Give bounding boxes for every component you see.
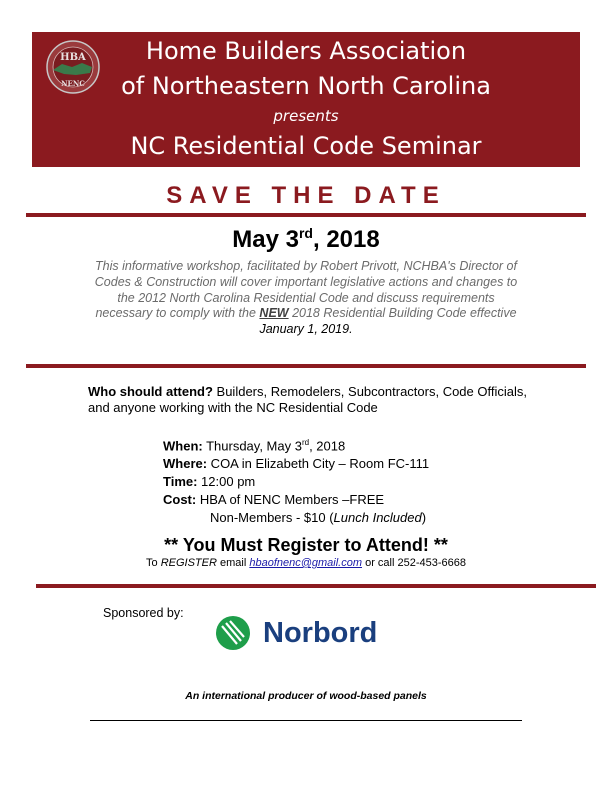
where-value: COA in Elizabeth City – Room FC-111 (207, 456, 430, 472)
where-label: Where: (163, 456, 208, 472)
date-suffix: rd (298, 225, 313, 241)
cost-close: ) (421, 510, 427, 526)
cost-lunch: Lunch Included (333, 510, 422, 526)
when-sup: rd (301, 438, 310, 447)
audience-text: Builders, Remodelers, Subcontractors, Code Officials, and anyone working with the NC Residential Code (88, 384, 527, 415)
register-email-label: email (216, 557, 250, 569)
register-line (0, 557, 612, 569)
time-value: 12:00 pm (197, 474, 256, 490)
sponsor-tagline: An international producer of wood-based panels (185, 690, 427, 702)
detail-cost-nonmembers (163, 509, 429, 527)
cost-nonmembers: Non-Members - $10 ( (210, 510, 334, 526)
audience-section (88, 384, 528, 416)
header-line-1: Home Builders Association (145, 37, 467, 65)
norbord-logo-icon (215, 615, 251, 651)
detail-time (163, 473, 429, 491)
cost-label: Cost: (163, 492, 197, 508)
header-banner (32, 32, 580, 167)
logo-text-bottom: NENC (61, 79, 85, 88)
event-description (90, 259, 522, 338)
when-year: , 2018 (309, 438, 346, 454)
save-the-date-heading: SAVE THE DATE (166, 182, 446, 209)
when-label: When: (163, 438, 203, 454)
detail-where (163, 455, 429, 473)
header-presents: presents (273, 107, 339, 125)
event-details (163, 434, 429, 527)
event-date (0, 225, 612, 254)
description-text: This informative workshop, facilitated by Robert Privott, NCHBA's Director of Codes & Construction will cover important legislative actions and changes to the 2012 North Carolina Residential Code and discuss requirements necessary to comply with the (94, 259, 518, 321)
detail-when (163, 434, 429, 455)
register-email-link[interactable]: hbaofnenc@gmail.com (249, 557, 363, 569)
register-to: To (146, 557, 161, 569)
hba-logo (46, 40, 100, 94)
effective-date: January 1, 2019. (259, 322, 353, 337)
description-new: NEW (259, 306, 289, 321)
divider-top (26, 213, 586, 217)
logo-text-top: HBA (60, 52, 86, 63)
register-phone: or call 252-453-6668 (362, 557, 466, 569)
divider-middle (26, 364, 586, 368)
sponsor-label: Sponsored by: (103, 606, 184, 620)
date-year: , 2018 (312, 226, 380, 253)
when-value: Thursday, May 3 (202, 438, 302, 454)
divider-bottom (36, 584, 596, 588)
audience-label: Who should attend? (88, 384, 213, 399)
time-label: Time: (163, 474, 198, 490)
footer-line (90, 720, 522, 721)
header-line-2: of Northeastern North Carolina (121, 72, 491, 100)
date-main: May 3 (232, 226, 299, 253)
detail-cost (163, 491, 429, 509)
register-word: REGISTER (160, 557, 217, 569)
event-title: NC Residential Code Seminar (130, 132, 482, 160)
description-text-after: 2018 Residential Building Code effective (288, 306, 517, 321)
register-headline: ** You Must Register to Attend! ** (164, 535, 448, 555)
sponsor-name: Norbord (263, 617, 378, 649)
cost-members: HBA of NENC Members –FREE (196, 492, 385, 508)
